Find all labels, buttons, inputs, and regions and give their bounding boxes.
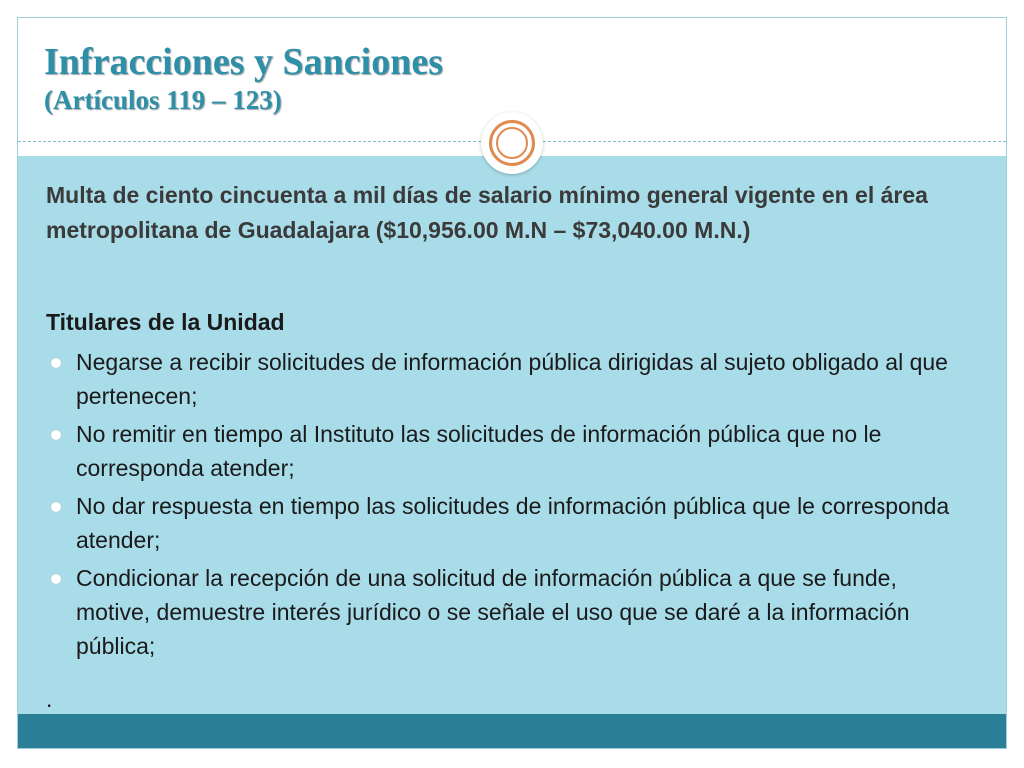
bullet-icon bbox=[51, 430, 61, 440]
section-heading: Titulares de la Unidad bbox=[46, 309, 285, 335]
list-item-text: No remitir en tiempo al Instituto las solicitudes de información pública que no le corresponda atender; bbox=[76, 421, 882, 481]
list-item-text: Negarse a recibir solicitudes de información pública dirigidas al sujeto obligado al que pertenecen; bbox=[76, 349, 948, 409]
ornament-circle-icon bbox=[481, 112, 543, 174]
footer-band bbox=[18, 714, 1006, 748]
infractions-list bbox=[46, 345, 976, 667]
bullet-icon bbox=[51, 574, 61, 584]
slide-subtitle: (Artículos 119 – 123) bbox=[44, 85, 282, 115]
ornament-inner-ring bbox=[496, 127, 528, 159]
trailing-period: . bbox=[46, 686, 53, 712]
list-item bbox=[46, 417, 976, 485]
list-item bbox=[46, 345, 976, 413]
fine-description: Multa de ciento cincuenta a mil días de salario mínimo general vigente en el área metropolitana de Guadalajara ($10,956.00 M.N – $73,040.00 M.N.) bbox=[46, 182, 928, 243]
list-item bbox=[46, 489, 976, 557]
list-item-text: No dar respuesta en tiempo las solicitudes de información pública que le corresponda atender; bbox=[76, 493, 950, 553]
slide-title: Infracciones y Sanciones bbox=[44, 41, 443, 83]
title-area bbox=[44, 40, 944, 116]
bullet-icon bbox=[51, 358, 61, 368]
bullet-icon bbox=[51, 502, 61, 512]
list-item-text: Condicionar la recepción de una solicitud de información pública a que se funde, motive, demuestre interés jurídico o se señale el uso que se daré a la información pública; bbox=[76, 565, 910, 659]
list-item bbox=[46, 561, 976, 663]
